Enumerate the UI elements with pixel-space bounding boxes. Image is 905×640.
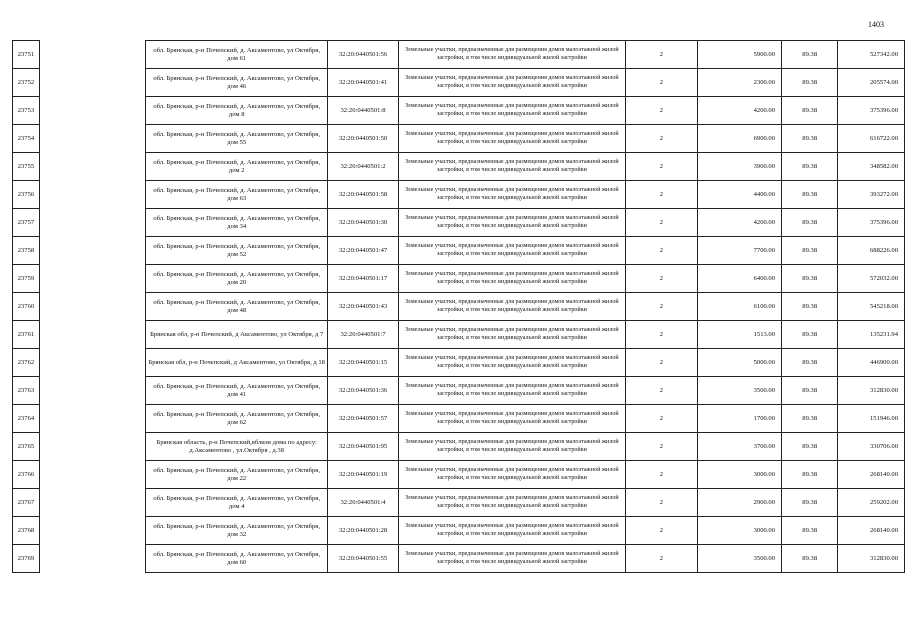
area-cell: 6900.00 bbox=[697, 125, 781, 153]
table-row bbox=[13, 293, 905, 321]
area-cell: 4200.00 bbox=[697, 97, 781, 125]
table-row bbox=[13, 181, 905, 209]
area-cell: 2300.00 bbox=[697, 69, 781, 97]
group-cell: 2 bbox=[625, 97, 697, 125]
land-use-cell: Земельные участки, предназначенные для размещения домов малоэтажной жилой застройки, в том числе индивидуальной жилой застройки bbox=[398, 293, 625, 321]
cadastral-number-cell: 32:20:0440501:47 bbox=[328, 237, 399, 265]
cadastral-value-cell: 312830.00 bbox=[838, 545, 905, 573]
table-row bbox=[13, 237, 905, 265]
cadastral-number-cell: 32:20:0440501:56 bbox=[328, 41, 399, 69]
table-row bbox=[13, 209, 905, 237]
group-cell: 2 bbox=[625, 517, 697, 545]
group-cell: 2 bbox=[625, 209, 697, 237]
land-use-cell: Земельные участки, предназначенные для размещения домов малоэтажной жилой застройки, в том числе индивидуальной жилой застройки bbox=[398, 461, 625, 489]
area-cell: 3000.00 bbox=[697, 461, 781, 489]
cadastral-value-cell: 268140.00 bbox=[838, 461, 905, 489]
cadastral-number-cell: 32:20:0440501:36 bbox=[328, 377, 399, 405]
row-number-cell: 23756 bbox=[13, 181, 40, 209]
table-row bbox=[13, 125, 905, 153]
rate-cell: 89.38 bbox=[782, 349, 838, 377]
area-cell: 4200.00 bbox=[697, 209, 781, 237]
address-cell: обл. Брянская, р-н Почепский, д. Аксаментово, ул Октября, дом 4 bbox=[146, 489, 328, 517]
row-number-cell: 23753 bbox=[13, 97, 40, 125]
row-number-cell: 23752 bbox=[13, 69, 40, 97]
table-row bbox=[13, 321, 905, 349]
cadastral-number-cell: 32:20:0440501:28 bbox=[328, 517, 399, 545]
table-row bbox=[13, 489, 905, 517]
area-cell: 1700.00 bbox=[697, 405, 781, 433]
area-cell: 4400.00 bbox=[697, 181, 781, 209]
land-use-cell: Земельные участки, предназначенные для размещения домов малоэтажной жилой застройки, в том числе индивидуальной жилой застройки bbox=[398, 237, 625, 265]
table-row bbox=[13, 461, 905, 489]
address-cell: обл. Брянская, р-н Почепский, д. Аксаментово, ул Октября, дом 63 bbox=[146, 181, 328, 209]
rate-cell: 89.38 bbox=[782, 41, 838, 69]
rate-cell: 89.38 bbox=[782, 405, 838, 433]
spacer-cell bbox=[39, 265, 145, 293]
row-number-cell: 23762 bbox=[13, 349, 40, 377]
address-cell: обл. Брянская, р-н Почепский, д. Аксаментово, ул Октября, дом 8 bbox=[146, 97, 328, 125]
land-use-cell: Земельные участки, предназначенные для размещения домов малоэтажной жилой застройки, в том числе индивидуальной жилой застройки bbox=[398, 41, 625, 69]
land-use-cell: Земельные участки, предназначенные для размещения домов малоэтажной жилой застройки, в том числе индивидуальной жилой застройки bbox=[398, 517, 625, 545]
address-cell: обл. Брянская, р-н Почепский, д. Аксаментово, ул Октября, дом 32 bbox=[146, 517, 328, 545]
cadastral-number-cell: 32:20:0440501:17 bbox=[328, 265, 399, 293]
address-cell: обл. Брянская, р-н Почепский, д. Аксаментово, ул Октября, дом 20 bbox=[146, 265, 328, 293]
area-cell: 6100.00 bbox=[697, 293, 781, 321]
table-row bbox=[13, 545, 905, 573]
cadastral-number-cell: 32:20:0440501:7 bbox=[328, 321, 399, 349]
area-cell: 7700.00 bbox=[697, 237, 781, 265]
spacer-cell bbox=[39, 321, 145, 349]
land-use-cell: Земельные участки, предназначенные для размещения домов малоэтажной жилой застройки, в том числе индивидуальной жилой застройки bbox=[398, 489, 625, 517]
cadastral-value-table bbox=[12, 40, 905, 573]
row-number-cell: 23766 bbox=[13, 461, 40, 489]
group-cell: 2 bbox=[625, 41, 697, 69]
rate-cell: 89.38 bbox=[782, 517, 838, 545]
cadastral-number-cell: 32:20:0440501:43 bbox=[328, 293, 399, 321]
group-cell: 2 bbox=[625, 265, 697, 293]
area-cell: 6400.00 bbox=[697, 265, 781, 293]
rate-cell: 89.38 bbox=[782, 237, 838, 265]
spacer-cell bbox=[39, 545, 145, 573]
group-cell: 2 bbox=[625, 125, 697, 153]
cadastral-value-cell: 375396.00 bbox=[838, 97, 905, 125]
row-number-cell: 23760 bbox=[13, 293, 40, 321]
spacer-cell bbox=[39, 97, 145, 125]
land-use-cell: Земельные участки, предназначенные для размещения домов малоэтажной жилой застройки, в том числе индивидуальной жилой застройки bbox=[398, 545, 625, 573]
area-cell: 3000.00 bbox=[697, 517, 781, 545]
area-cell: 1513.00 bbox=[697, 321, 781, 349]
table-row bbox=[13, 349, 905, 377]
rate-cell: 89.38 bbox=[782, 293, 838, 321]
spacer-cell bbox=[39, 181, 145, 209]
cadastral-value-cell: 545218.00 bbox=[838, 293, 905, 321]
row-number-cell: 23764 bbox=[13, 405, 40, 433]
land-use-cell: Земельные участки, предназначенные для размещения домов малоэтажной жилой застройки, в том числе индивидуальной жилой застройки bbox=[398, 433, 625, 461]
cadastral-value-cell: 312830.00 bbox=[838, 377, 905, 405]
rate-cell: 89.38 bbox=[782, 97, 838, 125]
row-number-cell: 23763 bbox=[13, 377, 40, 405]
cadastral-number-cell: 32:20:0440501:2 bbox=[328, 153, 399, 181]
row-number-cell: 23751 bbox=[13, 41, 40, 69]
rate-cell: 89.38 bbox=[782, 377, 838, 405]
land-use-cell: Земельные участки, предназначенные для размещения домов малоэтажной жилой застройки, в том числе индивидуальной жилой застройки bbox=[398, 377, 625, 405]
cadastral-value-cell: 135231.94 bbox=[838, 321, 905, 349]
cadastral-value-cell: 259202.00 bbox=[838, 489, 905, 517]
table-row bbox=[13, 69, 905, 97]
rate-cell: 89.38 bbox=[782, 545, 838, 573]
address-cell: обл. Брянская, р-н Почепский, д. Аксаментово, ул Октября, дом 2 bbox=[146, 153, 328, 181]
area-cell: 5900.00 bbox=[697, 41, 781, 69]
rate-cell: 89.38 bbox=[782, 321, 838, 349]
address-cell: обл. Брянская, р-н Почепский, д. Аксаментово, ул Октября, дом 62 bbox=[146, 405, 328, 433]
cadastral-value-cell: 393272.00 bbox=[838, 181, 905, 209]
land-use-cell: Земельные участки, предназначенные для размещения домов малоэтажной жилой застройки, в том числе индивидуальной жилой застройки bbox=[398, 97, 625, 125]
area-cell: 3500.00 bbox=[697, 545, 781, 573]
row-number-cell: 23759 bbox=[13, 265, 40, 293]
address-cell: обл. Брянская, р-н Почепский, д. Аксаментово, ул Октября, дом 55 bbox=[146, 125, 328, 153]
land-use-cell: Земельные участки, предназначенные для размещения домов малоэтажной жилой застройки, в том числе индивидуальной жилой застройки bbox=[398, 405, 625, 433]
group-cell: 2 bbox=[625, 461, 697, 489]
cadastral-number-cell: 32:20:0440501:8 bbox=[328, 97, 399, 125]
cadastral-value-cell: 151946.00 bbox=[838, 405, 905, 433]
group-cell: 2 bbox=[625, 349, 697, 377]
group-cell: 2 bbox=[625, 181, 697, 209]
area-cell: 3900.00 bbox=[697, 153, 781, 181]
rate-cell: 89.38 bbox=[782, 489, 838, 517]
table-row bbox=[13, 433, 905, 461]
table-row bbox=[13, 517, 905, 545]
land-use-cell: Земельные участки, предназначенные для размещения домов малоэтажной жилой застройки, в том числе индивидуальной жилой застройки bbox=[398, 321, 625, 349]
rate-cell: 89.38 bbox=[782, 125, 838, 153]
land-use-cell: Земельные участки, предназначенные для размещения домов малоэтажной жилой застройки, в том числе индивидуальной жилой застройки bbox=[398, 153, 625, 181]
address-cell: обл. Брянская, р-н Почепский, д. Аксаментово, ул Октября, дом 41 bbox=[146, 377, 328, 405]
spacer-cell bbox=[39, 461, 145, 489]
table-row bbox=[13, 153, 905, 181]
spacer-cell bbox=[39, 153, 145, 181]
rate-cell: 89.38 bbox=[782, 153, 838, 181]
cadastral-value-cell: 348582.00 bbox=[838, 153, 905, 181]
cadastral-value-cell: 446900.00 bbox=[838, 349, 905, 377]
rate-cell: 89.38 bbox=[782, 181, 838, 209]
group-cell: 2 bbox=[625, 489, 697, 517]
address-cell: Брянская обл, р-н Почепский, д Аксаментово, ул Октября, д 7 bbox=[146, 321, 328, 349]
cadastral-number-cell: 32:20:0440501:15 bbox=[328, 349, 399, 377]
spacer-cell bbox=[39, 237, 145, 265]
row-number-cell: 23754 bbox=[13, 125, 40, 153]
address-cell: обл. Брянская, р-н Почепский, д. Аксаментово, ул Октября, дом 61 bbox=[146, 41, 328, 69]
group-cell: 2 bbox=[625, 153, 697, 181]
row-number-cell: 23765 bbox=[13, 433, 40, 461]
land-use-cell: Земельные участки, предназначенные для размещения домов малоэтажной жилой застройки, в том числе индивидуальной жилой застройки bbox=[398, 125, 625, 153]
land-use-cell: Земельные участки, предназначенные для размещения домов малоэтажной жилой застройки, в том числе индивидуальной жилой застройки bbox=[398, 349, 625, 377]
spacer-cell bbox=[39, 377, 145, 405]
cadastral-value-cell: 527342.00 bbox=[838, 41, 905, 69]
row-number-cell: 23758 bbox=[13, 237, 40, 265]
cadastral-number-cell: 32:20:0440501:30 bbox=[328, 209, 399, 237]
address-cell: Брянская область, р-н Почепский,вблизи дома по адресу: д.Аксаментово , ул.Октября , д.38 bbox=[146, 433, 328, 461]
cadastral-value-cell: 330706.00 bbox=[838, 433, 905, 461]
spacer-cell bbox=[39, 349, 145, 377]
cadastral-number-cell: 32:20:0440501:19 bbox=[328, 461, 399, 489]
group-cell: 2 bbox=[625, 69, 697, 97]
cadastral-value-cell: 688226.00 bbox=[838, 237, 905, 265]
cadastral-value-cell: 375396.00 bbox=[838, 209, 905, 237]
cadastral-number-cell: 32:20:0440501:50 bbox=[328, 125, 399, 153]
spacer-cell bbox=[39, 293, 145, 321]
cadastral-number-cell: 32:20:0440501:57 bbox=[328, 405, 399, 433]
table-row bbox=[13, 377, 905, 405]
row-number-cell: 23768 bbox=[13, 517, 40, 545]
area-cell: 3500.00 bbox=[697, 377, 781, 405]
rate-cell: 89.38 bbox=[782, 433, 838, 461]
spacer-cell bbox=[39, 69, 145, 97]
rate-cell: 89.38 bbox=[782, 265, 838, 293]
cadastral-value-cell: 205574.00 bbox=[838, 69, 905, 97]
row-number-cell: 23755 bbox=[13, 153, 40, 181]
group-cell: 2 bbox=[625, 405, 697, 433]
spacer-cell bbox=[39, 209, 145, 237]
address-cell: обл. Брянская, р-н Почепский, д. Аксаментово, ул Октября, дом 48 bbox=[146, 293, 328, 321]
address-cell: обл. Брянская, р-н Почепский, д. Аксаментово, ул Октября, дом 22 bbox=[146, 461, 328, 489]
land-use-cell: Земельные участки, предназначенные для размещения домов малоэтажной жилой застройки, в том числе индивидуальной жилой застройки bbox=[398, 69, 625, 97]
spacer-cell bbox=[39, 489, 145, 517]
cadastral-value-cell: 616722.00 bbox=[838, 125, 905, 153]
table-row bbox=[13, 41, 905, 69]
spacer-cell bbox=[39, 433, 145, 461]
row-number-cell: 23757 bbox=[13, 209, 40, 237]
rate-cell: 89.38 bbox=[782, 461, 838, 489]
page-number: 1403 bbox=[868, 20, 884, 29]
cadastral-number-cell: 32:20:0440501:41 bbox=[328, 69, 399, 97]
row-number-cell: 23761 bbox=[13, 321, 40, 349]
spacer-cell bbox=[39, 517, 145, 545]
cadastral-number-cell: 32:20:0440501:55 bbox=[328, 545, 399, 573]
group-cell: 2 bbox=[625, 545, 697, 573]
land-use-cell: Земельные участки, предназначенные для размещения домов малоэтажной жилой застройки, в том числе индивидуальной жилой застройки bbox=[398, 209, 625, 237]
address-cell: обл. Брянская, р-н Почепский, д. Аксаментово, ул Октября, дом 34 bbox=[146, 209, 328, 237]
land-use-cell: Земельные участки, предназначенные для размещения домов малоэтажной жилой застройки, в том числе индивидуальной жилой застройки bbox=[398, 181, 625, 209]
cadastral-number-cell: 32:20:0440501:95 bbox=[328, 433, 399, 461]
group-cell: 2 bbox=[625, 293, 697, 321]
spacer-cell bbox=[39, 125, 145, 153]
address-cell: Брянская обл, р-н Почепский, д Аксаментово, ул Октября, д 18 bbox=[146, 349, 328, 377]
row-number-cell: 23769 bbox=[13, 545, 40, 573]
table-row bbox=[13, 265, 905, 293]
rate-cell: 89.38 bbox=[782, 69, 838, 97]
area-cell: 2900.00 bbox=[697, 489, 781, 517]
group-cell: 2 bbox=[625, 433, 697, 461]
area-cell: 3700.00 bbox=[697, 433, 781, 461]
address-cell: обл. Брянская, р-н Почепский, д. Аксаментово, ул Октября, дом 52 bbox=[146, 237, 328, 265]
group-cell: 2 bbox=[625, 237, 697, 265]
spacer-cell bbox=[39, 41, 145, 69]
land-use-cell: Земельные участки, предназначенные для размещения домов малоэтажной жилой застройки, в том числе индивидуальной жилой застройки bbox=[398, 265, 625, 293]
address-cell: обл. Брянская, р-н Почепский, д. Аксаментово, ул Октября, дом 60 bbox=[146, 545, 328, 573]
row-number-cell: 23767 bbox=[13, 489, 40, 517]
group-cell: 2 bbox=[625, 321, 697, 349]
table-row bbox=[13, 405, 905, 433]
cadastral-value-cell: 268140.00 bbox=[838, 517, 905, 545]
area-cell: 5000.00 bbox=[697, 349, 781, 377]
group-cell: 2 bbox=[625, 377, 697, 405]
spacer-cell bbox=[39, 405, 145, 433]
rate-cell: 89.38 bbox=[782, 209, 838, 237]
cadastral-number-cell: 32:20:0440501:58 bbox=[328, 181, 399, 209]
table-row bbox=[13, 97, 905, 125]
cadastral-number-cell: 32:20:0440501:4 bbox=[328, 489, 399, 517]
address-cell: обл. Брянская, р-н Почепский, д. Аксаментово, ул Октября, дом 46 bbox=[146, 69, 328, 97]
cadastral-value-cell: 572032.00 bbox=[838, 265, 905, 293]
